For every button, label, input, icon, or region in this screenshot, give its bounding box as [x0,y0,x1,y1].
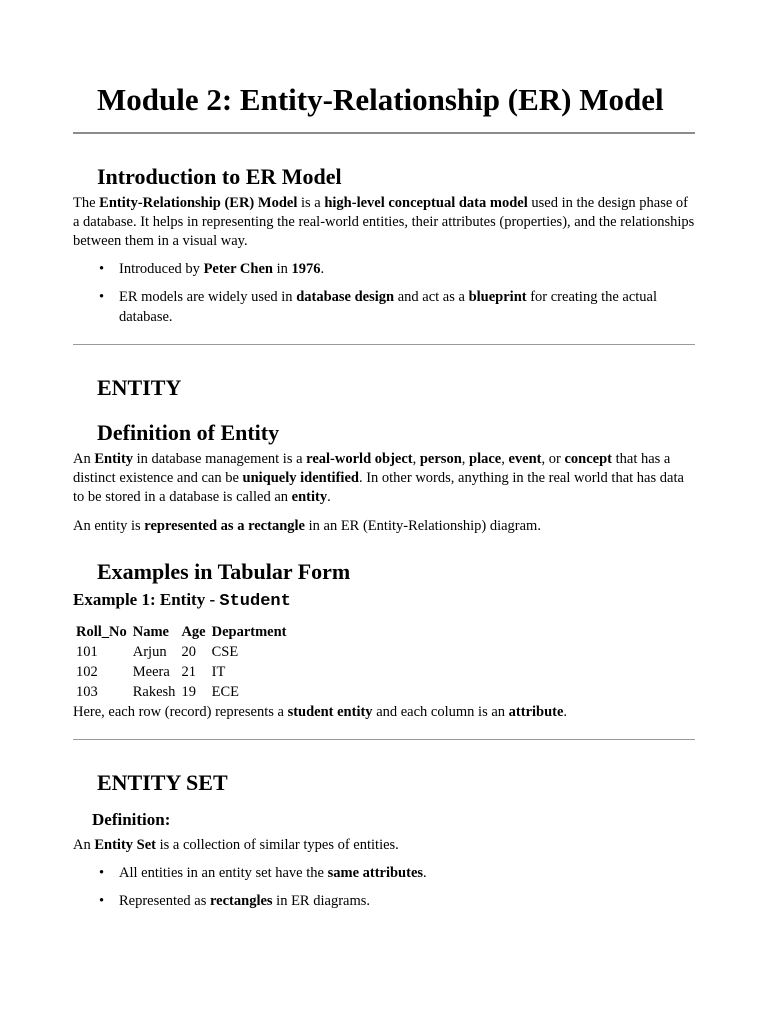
entity-heading: ENTITY [97,375,182,400]
table-header-row [73,622,290,642]
page-title: Module 2: Entity-Relationship (ER) Model [97,82,664,117]
section-divider [73,344,695,345]
column-header: Roll_No [76,623,127,640]
example-1-label: Example 1: Entity - Student [73,590,291,611]
table-row [73,662,290,682]
intro-paragraph: The Entity-Relationship (ER) Model is a high-level conceptual data model used in the design phase of a database. It helps in representing the real-world entities, their attributes (properties), and the relationships between them in a visual way. [73,195,695,249]
bullet-icon: • [99,261,105,277]
title-divider [73,132,695,134]
table-cell: Meera [132,663,170,680]
table-cell: 103 [76,683,98,700]
entity-definition-paragraph: An Entity in database management is a real-world object, person, place, event, or concept that has a distinct existence and can be uniquely identified. In other words, anything in the real world that has data to be stored in a database is called an entity. [73,451,684,505]
column-header: Age [181,623,206,640]
table-cell: 21 [181,663,196,680]
intro-heading: Introduction to ER Model [97,164,342,189]
table-row [73,682,290,702]
table-note: Here, each row (record) represents a student entity and each column is an attribute. [73,704,568,720]
column-header: Name [132,623,169,640]
table-row [73,642,290,662]
table-cell: Rakesh [132,683,176,700]
student-table [73,622,290,702]
bullet-icon: • [99,865,105,881]
table-cell: 20 [181,643,196,660]
table-cell: Arjun [132,643,167,660]
table-cell: IT [211,663,226,680]
table-cell: 101 [76,643,98,660]
examples-heading: Examples in Tabular Form [97,559,351,584]
table-cell: 19 [181,683,196,700]
table-cell: 102 [76,663,98,680]
entity-representation-paragraph: An entity is represented as a rectangle in an ER (Entity-Relationship) diagram. [73,518,541,534]
entity-set-heading: ENTITY SET [97,770,228,795]
column-header: Department [211,623,287,640]
section-divider [73,739,695,740]
table-cell: ECE [211,683,239,700]
entity-set-definition-heading: Definition: [92,810,171,829]
bullet-icon: • [99,289,105,305]
table-cell: CSE [211,643,239,660]
entity-definition-heading: Definition of Entity [97,420,280,445]
entity-set-paragraph: An Entity Set is a collection of similar types of entities. [73,837,399,853]
bullet-icon: • [99,893,105,909]
